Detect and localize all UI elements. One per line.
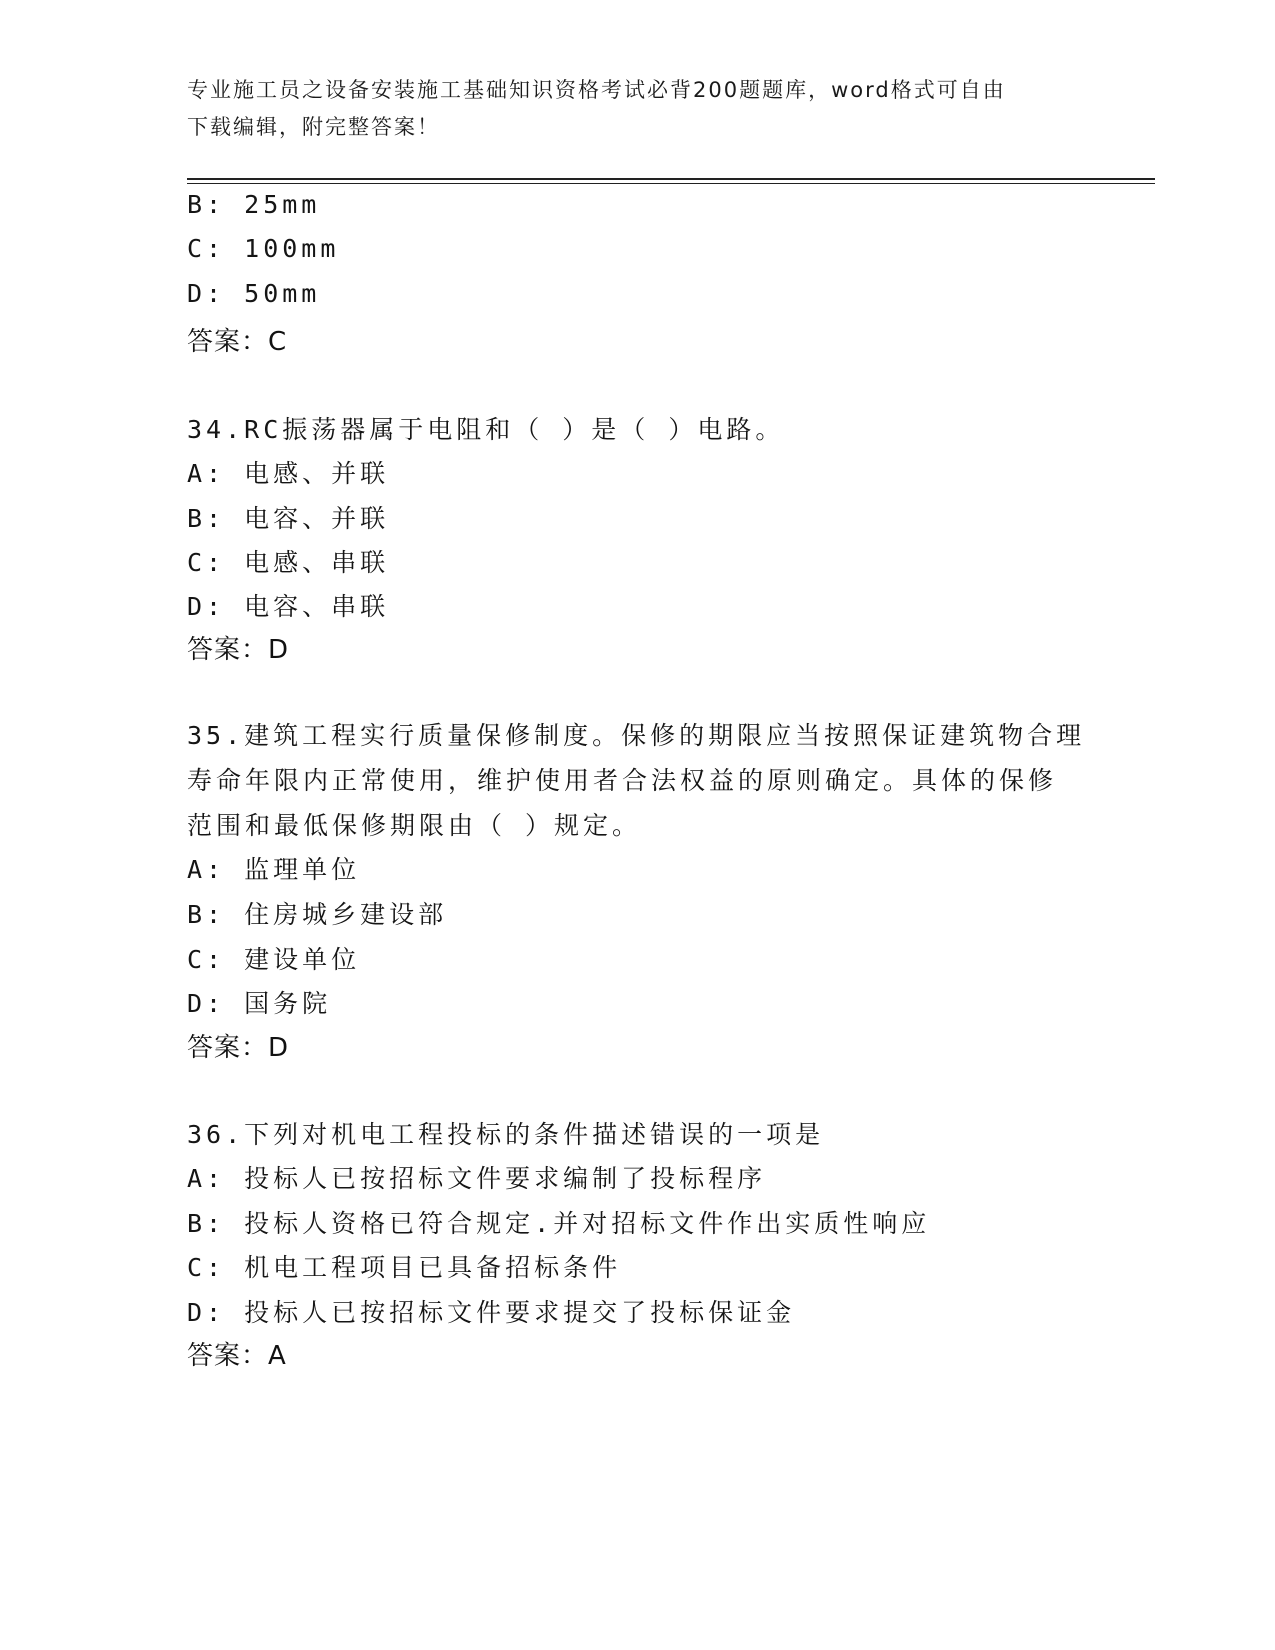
q36-question: 36.下列对机电工程投标的条件描述错误的一项是 xyxy=(187,1120,825,1149)
header-divider-thick xyxy=(187,178,1155,180)
q35-option-c: C: 建设单位 xyxy=(187,945,361,974)
q35-option-b: B: 住房城乡建设部 xyxy=(187,900,448,929)
q36-answer: 答案：A xyxy=(187,1341,287,1371)
q36-option-a: A: 投标人已按招标文件要求编制了投标程序 xyxy=(187,1164,767,1193)
q33-option-b: B: 25mm xyxy=(187,190,321,219)
q34-option-b: B: 电容、并联 xyxy=(187,504,390,533)
q35-question-line-2: 寿命年限内正常使用，维护使用者合法权益的原则确定。具体的保修 xyxy=(187,766,1058,795)
q36-option-d: D: 投标人已按招标文件要求提交了投标保证金 xyxy=(187,1298,796,1327)
q34-option-c: C: 电感、串联 xyxy=(187,548,390,577)
q36-option-c: C: 机电工程项目已具备招标条件 xyxy=(187,1253,622,1282)
q33-answer: 答案：C xyxy=(187,327,288,357)
q36-option-b: B: 投标人资格已符合规定.并对招标文件作出实质性响应 xyxy=(187,1209,931,1238)
header-divider-thin xyxy=(187,183,1155,184)
q35-question-line-3: 范围和最低保修期限由（ ）规定。 xyxy=(187,811,642,840)
header-line-1: 专业施工员之设备安装施工基础知识资格考试必背200题题库，word格式可自由 xyxy=(187,78,1006,102)
q35-option-a: A: 监理单位 xyxy=(187,855,361,884)
q35-question-line-1: 35.建筑工程实行质量保修制度。保修的期限应当按照保证建筑物合理 xyxy=(187,721,1086,750)
q34-option-d: D: 电容、串联 xyxy=(187,592,390,621)
q35-answer: 答案：D xyxy=(187,1033,290,1063)
q34-option-a: A: 电感、并联 xyxy=(187,459,390,488)
q35-option-d: D: 国务院 xyxy=(187,989,332,1018)
q34-answer: 答案：D xyxy=(187,635,290,665)
q33-option-d: D: 50mm xyxy=(187,279,321,308)
document-header xyxy=(187,72,1077,146)
q33-option-c: C: 100mm xyxy=(187,234,340,263)
header-line-2: 下载编辑，附完整答案！ xyxy=(187,115,440,139)
q34-question: 34.RC振荡器属于电阻和（ ）是（ ）电路。 xyxy=(187,415,785,444)
